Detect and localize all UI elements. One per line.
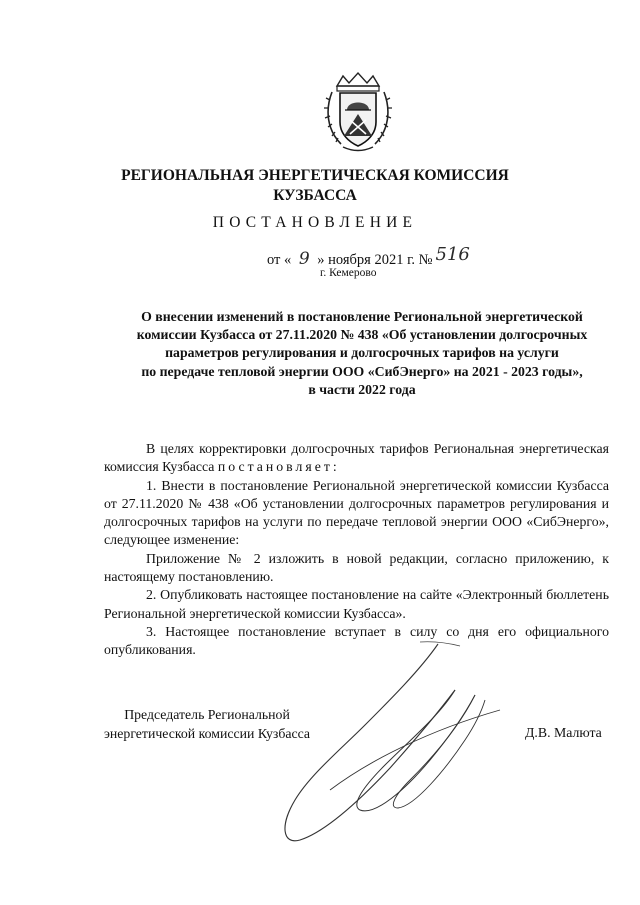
city: г. Кемерово (320, 267, 377, 279)
organization-name: РЕГИОНАЛЬНАЯ ЭНЕРГЕТИЧЕСКАЯ КОМИССИЯ (121, 167, 509, 184)
subject-line: О внесении изменений в постановление Региональной энергетической (141, 309, 583, 324)
date-day: 9 (298, 249, 310, 269)
paragraph-item-2: 2. Опубликовать настоящее постановление на сайте «Электронный бюллетень Региональной энергетической комиссии Кузбасса». (104, 587, 609, 621)
document-type: ПОСТАНОВЛЕНИЕ (212, 214, 418, 231)
resolves-word: постановляет: (217, 459, 340, 475)
date-month-year: » ноября 2021 г. № (317, 252, 433, 268)
subject-line: по передаче тепловой энергии ООО «СибЭнерго» на 2021 - 2023 годы», (141, 363, 583, 379)
coat-of-arms-emblem (323, 70, 393, 154)
subject-line: параметров регулирования и долгосрочных тарифов на услуги (165, 345, 559, 361)
paragraph-item-3: 3. Настоящее постановление вступает в силу со дня его официального опубликования. (104, 623, 609, 658)
document-body (104, 440, 609, 660)
subject-line: в части 2022 года (308, 381, 416, 397)
signatory-title-line: энергетической комиссии Кузбасса (104, 725, 311, 741)
document-subject (100, 308, 624, 399)
signatory-title-line: Председатель Региональной (124, 707, 290, 722)
preamble-text: В целях корректировки долгосрочных тарифов Региональная энергетическая комиссия Кузбасса (104, 441, 609, 475)
handwritten-signature (270, 640, 520, 855)
paragraph-change: Приложение № 2 изложить в новой редакции, согласно приложению, к настоящему постановлению. (104, 550, 609, 585)
subject-line: комиссии Кузбасса от 27.11.2020 № 438 «Об установлении долгосрочных (136, 327, 588, 343)
signatory-name: Д.В. Малюта (525, 725, 602, 740)
document-number: 516 (435, 244, 470, 265)
date-prefix: от « (267, 252, 292, 268)
date-line (267, 244, 470, 269)
paragraph-item-1: 1. Внести в постановление Региональной энергетической комиссии Кузбасса от 27.11.2020 № 438 «Об установлении долгосрочных параметров регулирования и долгосрочных тарифов на услуги по передаче тепловой энергии ООО «СибЭнерго», следующее изменение: (104, 477, 609, 548)
paragraph-preamble (104, 440, 609, 477)
organization-region: КУЗБАССА (273, 187, 357, 204)
